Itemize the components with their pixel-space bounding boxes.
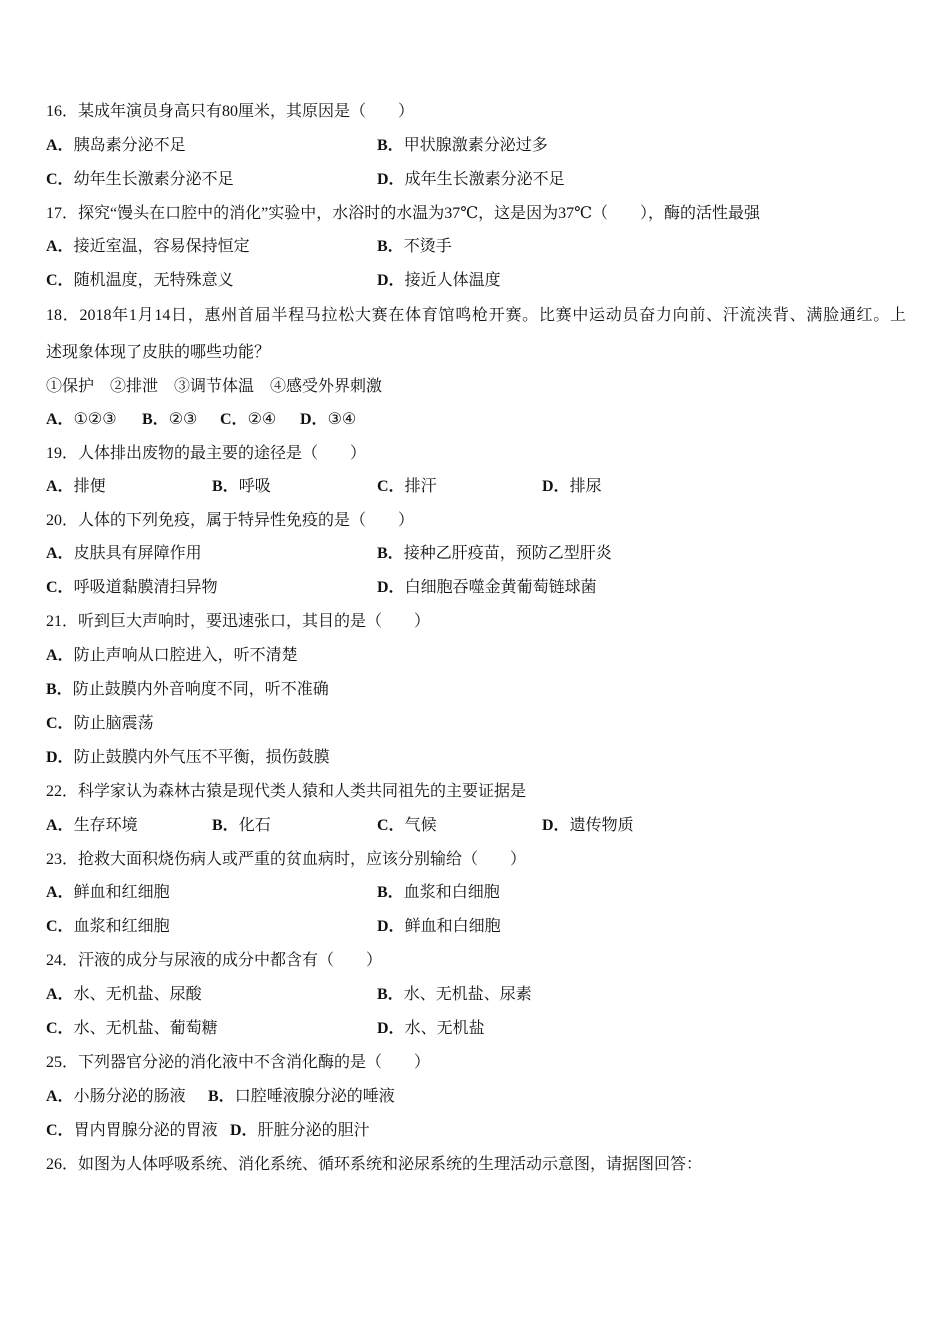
question-number: 19． [46, 445, 79, 462]
question-line [46, 510, 414, 532]
answer-option[interactable] [46, 747, 330, 769]
question-number: 21． [46, 613, 79, 630]
question-stem [46, 1052, 430, 1074]
option-label: B． [377, 884, 404, 901]
option-text: ②③ [168, 411, 198, 428]
answer-option[interactable] [46, 815, 138, 837]
answer-option[interactable] [377, 169, 565, 191]
answer-option[interactable] [46, 476, 106, 498]
option-label: C． [46, 579, 74, 596]
option-label: A． [46, 986, 74, 1003]
option-label: C． [46, 1020, 74, 1037]
option-text: 水、无机盐、尿素 [403, 986, 532, 1003]
option-text: 遗传物质 [569, 817, 634, 834]
option-text: 水、无机盐 [404, 1020, 485, 1037]
option-label: A． [46, 884, 74, 901]
answer-option[interactable] [46, 135, 186, 157]
question-stem [46, 611, 430, 633]
option-text: 水、无机盐、尿酸 [73, 986, 202, 1003]
option-text: 肝脏分泌的胆汁 [257, 1122, 370, 1139]
answer-option[interactable] [230, 1120, 370, 1142]
option-text: 甲状腺激素分泌过多 [403, 137, 548, 154]
option-text: 鲜血和红细胞 [73, 884, 170, 901]
option-text: 接近室温，容易保持恒定 [73, 238, 250, 255]
option-text: 气候 [404, 817, 437, 834]
question-line [46, 443, 366, 465]
question-line [46, 305, 906, 327]
option-label: A． [46, 545, 74, 562]
question-number: 16． [46, 103, 79, 120]
option-label: D． [542, 478, 570, 495]
answer-option[interactable] [46, 882, 170, 904]
question-text: 科学家认为森林古猿是现代类人猿和人类共同祖先的主要证据是 [78, 783, 527, 800]
answer-option[interactable] [46, 236, 250, 258]
question-stem [46, 849, 526, 871]
question-stem [46, 203, 760, 225]
option-label: D． [377, 272, 405, 289]
option-text: 防止脑震荡 [73, 715, 154, 732]
answer-option[interactable] [46, 1120, 218, 1142]
answer-option[interactable] [46, 645, 298, 667]
option-label: D． [542, 817, 570, 834]
question-stem [46, 305, 906, 327]
option-text: ①②③ [73, 411, 117, 428]
answer-option[interactable] [220, 409, 276, 431]
option-text: ②④ [247, 411, 277, 428]
question-line [46, 203, 760, 225]
question-number: 22． [46, 783, 79, 800]
option-text: 生存环境 [73, 817, 138, 834]
option-text: 防止鼓膜内外气压不平衡，损伤鼓膜 [73, 749, 330, 766]
question-text: 2018年1月14日，惠州首届半程马拉松大赛在体育馆鸣枪开赛。比赛中运动员奋力向前、汗流浃背、满脸通红。上 [79, 307, 906, 324]
question-number: 25． [46, 1054, 79, 1071]
option-label: D． [230, 1122, 258, 1139]
option-text: 排尿 [569, 478, 602, 495]
question-number: 20． [46, 512, 79, 529]
option-text: 化石 [238, 817, 271, 834]
option-text: ③④ [327, 411, 357, 428]
option-text: 接种乙肝疫苗，预防乙型肝炎 [403, 545, 612, 562]
answer-option[interactable] [46, 1018, 218, 1040]
answer-option[interactable] [377, 916, 501, 938]
option-label: A． [46, 1088, 74, 1105]
question-statements [46, 376, 382, 398]
option-text: 皮肤具有屏障作用 [73, 545, 202, 562]
question-number: 26． [46, 1156, 79, 1173]
answer-option[interactable] [377, 543, 612, 565]
question-line [46, 101, 414, 123]
option-label: B． [142, 411, 169, 428]
question-text: 探究“馒头在口腔中的消化”实验中，水浴时的水温为37℃，这是因为37℃（ ），酶的活性最强 [78, 205, 761, 222]
option-label: B． [46, 681, 73, 698]
option-label: B． [377, 545, 404, 562]
answer-option[interactable] [377, 882, 500, 904]
answer-option[interactable] [377, 135, 548, 157]
option-label: A． [46, 647, 74, 664]
option-label: D． [377, 579, 405, 596]
statements-text: ①保护 ②排泄 ③调节体温 ④感受外界刺激 [46, 378, 383, 395]
question-text: 听到巨大声响时，要迅速张口，其目的是（ ） [78, 613, 431, 630]
question-stem [46, 101, 414, 123]
option-label: A． [46, 238, 74, 255]
question-text: 述现象体现了皮肤的哪些功能？ [46, 344, 271, 361]
answer-option[interactable] [377, 577, 597, 599]
option-text: 防止声响从口腔进入，听不清楚 [73, 647, 298, 664]
option-label: C． [46, 715, 74, 732]
option-text: 接近人体温度 [404, 272, 501, 289]
answer-option[interactable] [377, 270, 501, 292]
option-label: B． [377, 986, 404, 1003]
option-label: C． [220, 411, 248, 428]
question-line [46, 781, 526, 803]
question-stem [46, 781, 526, 803]
option-text: 血浆和白细胞 [403, 884, 500, 901]
answer-option[interactable] [542, 476, 602, 498]
question-stem [46, 950, 382, 972]
answer-option[interactable] [46, 984, 202, 1006]
option-label: D． [377, 918, 405, 935]
option-label: D． [300, 411, 328, 428]
answer-option[interactable] [46, 270, 234, 292]
option-text: 随机温度，无特殊意义 [73, 272, 234, 289]
question-number: 17． [46, 205, 79, 222]
question-number: 18． [46, 307, 80, 324]
option-text: 血浆和红细胞 [73, 918, 170, 935]
question-line [46, 849, 526, 871]
option-text: 鲜血和白细胞 [404, 918, 501, 935]
question-text: 下列器官分泌的消化液中不含消化酶的是（ ） [78, 1054, 431, 1071]
question-stem [46, 510, 414, 532]
option-label: D． [377, 171, 405, 188]
question-number: 24． [46, 952, 79, 969]
option-label: B． [212, 478, 239, 495]
option-label: C． [46, 1122, 74, 1139]
answer-option[interactable] [377, 476, 437, 498]
option-text: 排汗 [404, 478, 437, 495]
option-label: D． [46, 749, 74, 766]
option-label: A． [46, 817, 74, 834]
answer-option[interactable] [212, 815, 271, 837]
answer-option[interactable] [377, 984, 532, 1006]
question-line [46, 611, 430, 633]
answer-option[interactable] [46, 713, 154, 735]
question-stem [46, 1154, 702, 1176]
option-label: A． [46, 478, 74, 495]
option-text: 水、无机盐、葡萄糖 [73, 1020, 218, 1037]
question-text: 如图为人体呼吸系统、消化系统、循环系统和泌尿系统的生理活动示意图，请据图回答： [78, 1156, 703, 1173]
option-label: C． [46, 272, 74, 289]
question-line [46, 1154, 702, 1176]
question-text: 某成年演员身高只有80厘米，其原因是（ ） [78, 103, 415, 120]
option-text: 呼吸 [238, 478, 271, 495]
question-line [46, 950, 382, 972]
option-text: 胃内胃腺分泌的胃液 [73, 1122, 218, 1139]
answer-option[interactable] [300, 409, 356, 431]
option-label: B． [377, 238, 404, 255]
option-text: 不烫手 [403, 238, 452, 255]
answer-option[interactable] [46, 577, 218, 599]
option-text: 呼吸道黏膜清扫异物 [73, 579, 218, 596]
option-label: A． [46, 411, 74, 428]
option-text: 幼年生长激素分泌不足 [73, 171, 234, 188]
answer-option[interactable] [212, 476, 271, 498]
option-label: C． [377, 478, 405, 495]
option-text: 白细胞吞噬金黄葡萄链球菌 [404, 579, 597, 596]
option-label: D． [377, 1020, 405, 1037]
option-label: B． [377, 137, 404, 154]
question-text: 抢救大面积烧伤病人或严重的贫血病时，应该分别输给（ ） [78, 851, 527, 868]
answer-option[interactable] [142, 409, 197, 431]
answer-option[interactable] [46, 679, 329, 701]
answer-option[interactable] [46, 1086, 186, 1108]
option-text: 口腔唾液腺分泌的唾液 [234, 1088, 395, 1105]
answer-option[interactable] [46, 409, 117, 431]
question-text: 人体的下列免疫，属于特异性免疫的是（ ） [78, 512, 415, 529]
option-label: A． [46, 137, 74, 154]
option-label: C． [46, 171, 74, 188]
question-number: 23． [46, 851, 79, 868]
answer-option[interactable] [377, 236, 452, 258]
answer-option[interactable] [208, 1086, 395, 1108]
option-label: B． [212, 817, 239, 834]
question-line [46, 1052, 430, 1074]
question-text: 人体排出废物的最主要的途径是（ ） [78, 445, 367, 462]
question-stem [46, 443, 366, 465]
option-label: B． [208, 1088, 235, 1105]
option-text: 小肠分泌的肠液 [73, 1088, 186, 1105]
option-text: 成年生长激素分泌不足 [404, 171, 565, 188]
question-stem-continued [46, 342, 270, 364]
option-label: C． [377, 817, 405, 834]
option-text: 排便 [73, 478, 106, 495]
answer-option[interactable] [46, 916, 170, 938]
answer-option[interactable] [46, 543, 202, 565]
option-label: C． [46, 918, 74, 935]
answer-option[interactable] [46, 169, 234, 191]
option-text: 胰岛素分泌不足 [73, 137, 186, 154]
option-text: 防止鼓膜内外音响度不同，听不准确 [72, 681, 329, 698]
answer-option[interactable] [377, 1018, 485, 1040]
question-text: 汗液的成分与尿液的成分中都含有（ ） [78, 952, 383, 969]
answer-option[interactable] [377, 815, 437, 837]
answer-option[interactable] [542, 815, 634, 837]
